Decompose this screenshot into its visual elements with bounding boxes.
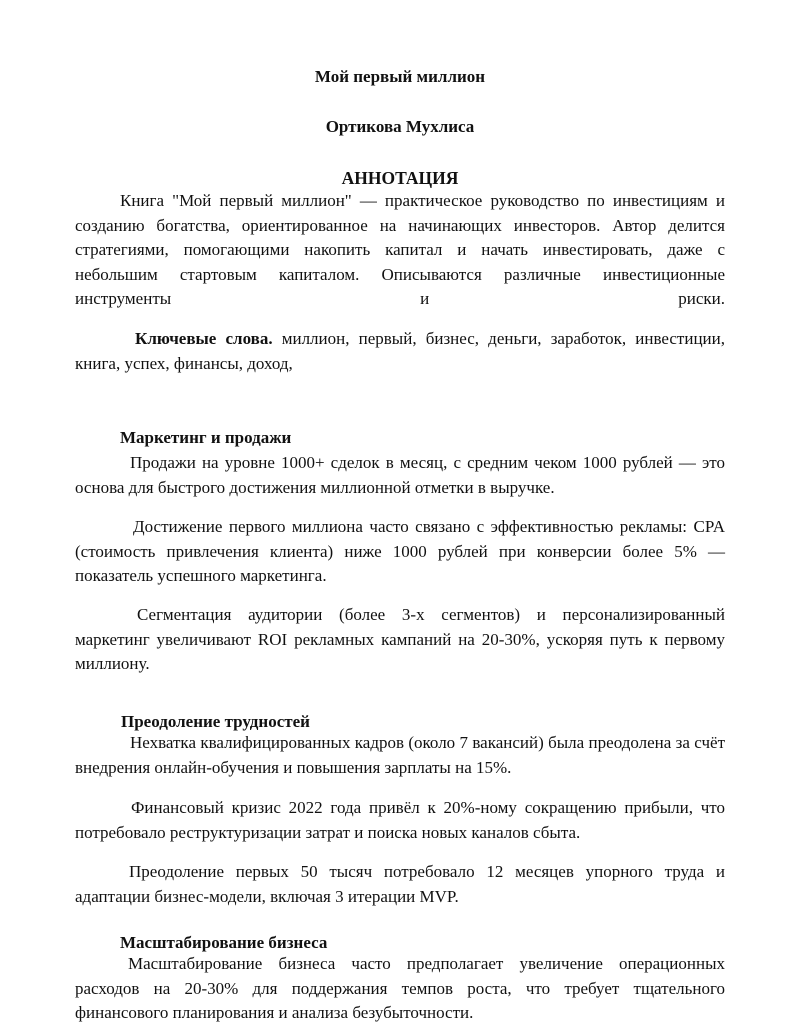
annotation-heading: АННОТАЦИЯ [341, 168, 459, 188]
paragraph: Финансовый кризис 2022 года привёл к 20%-ному сокращению прибыли, что потребовало реструктуризации затрат и поиска новых каналов сбыта. [75, 798, 725, 842]
keywords-list: миллион, первый, бизнес, деньги, заработок, инвестиции, книга, успех, финансы, доход, [75, 329, 725, 373]
document-title: Мой первый миллион [314, 67, 486, 86]
paragraph: Нехватка квалифицированных кадров (около 7 вакансий) была преодолена за счёт внедрения онлайн-обучения и повышения зарплаты на 15%. [75, 733, 725, 777]
section-heading-difficulties: Преодоление трудностей [121, 712, 310, 731]
paragraph: Преодоление первых 50 тысяч потребовало 12 месяцев упорного труда и адаптации бизнес-модели, включая 3 итерации MVP. [75, 862, 725, 906]
paragraph: Сегментация аудитории (более 3-х сегментов) и персонализированный маркетинг увеличивают ROI рекламных кампаний на 20-30%, ускоряя путь к первому миллиону. [75, 605, 725, 673]
annotation-text: Книга "Мой первый миллион" — практическое руководство по инвестициям и созданию богатства, ориентированное на начинающих инвесторов. Автор делится стратегиями, помогающими накопить капитал и начать инвестировать, даже с небольшим стартовым капиталом. Описываются различные инвестиционные инструменты и риски. [75, 191, 725, 308]
keywords-paragraph [75, 327, 725, 376]
document-author: Ортикова Мухлиса [325, 117, 475, 136]
paragraph: Продажи на уровне 1000+ сделок в месяц, с средним чеком 1000 рублей — это основа для быстрого достижения миллионной отметки в выручке. [75, 453, 725, 497]
keywords-label: Ключевые слова. [135, 329, 273, 348]
paragraph: Достижение первого миллиона часто связано с эффективностью рекламы: CPA (стоимость привлечения клиента) ниже 1000 рублей при конверсии более 5% — показатель успешного маркетинга. [75, 517, 725, 585]
section-heading-scaling: Масштабирование бизнеса [120, 933, 328, 952]
section-heading-marketing: Маркетинг и продажи [120, 428, 292, 447]
paragraph: Масштабирование бизнеса часто предполагает увеличение операционных расходов на 20-30% для поддержания темпов роста, что требует тщательного финансового планирования и анализа безубыточности. [75, 954, 725, 1022]
